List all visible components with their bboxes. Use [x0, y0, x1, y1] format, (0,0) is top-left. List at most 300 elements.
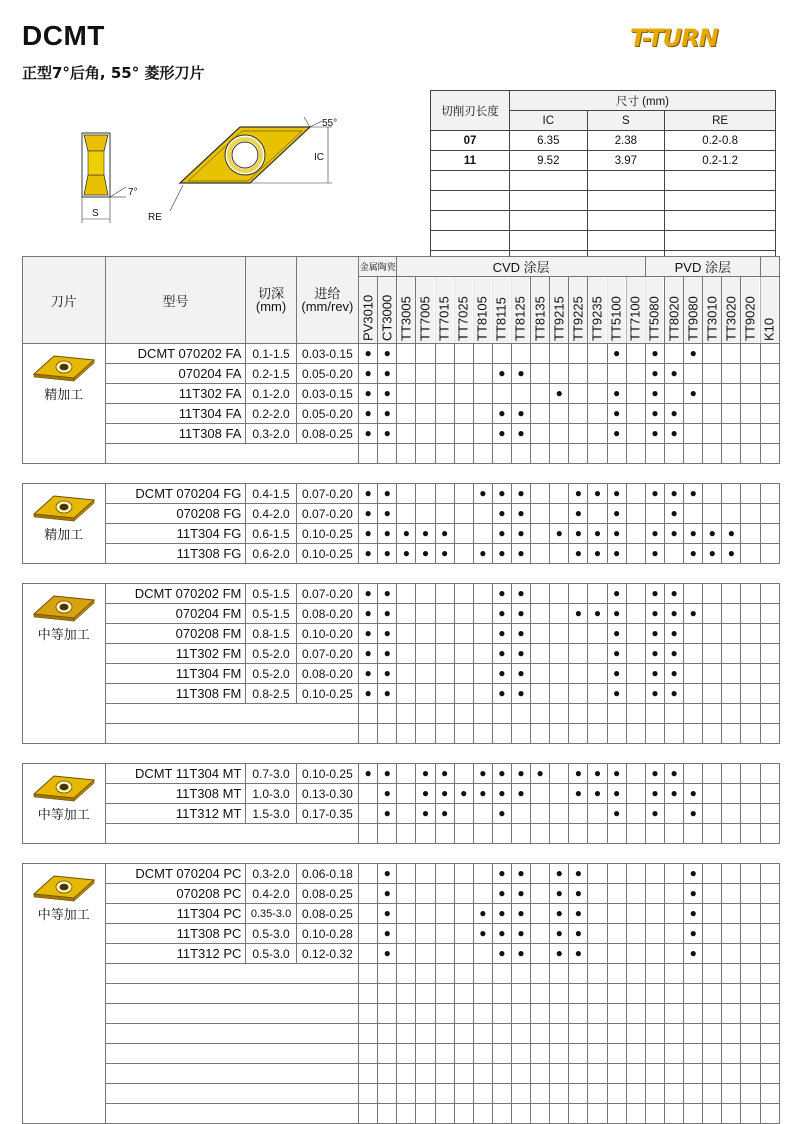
blank-cell [607, 1044, 626, 1064]
grade-empty-cell [435, 584, 454, 604]
insert-cell [23, 584, 106, 744]
blank-cell [378, 444, 397, 464]
grade-available-dot: ● [703, 524, 722, 544]
grade-empty-cell [550, 484, 569, 504]
grade-empty-cell [397, 484, 416, 504]
grade-available-dot: ● [684, 804, 703, 824]
blank-row [23, 984, 780, 1004]
grade-available-dot: ● [359, 544, 378, 564]
grade-available-dot: ● [473, 764, 492, 784]
grade-available-dot: ● [492, 484, 511, 504]
grade-empty-cell [626, 784, 645, 804]
blank-cell [359, 824, 378, 844]
feed-cell: 0.08-0.20 [296, 604, 358, 624]
dim-ic: 6.35 [510, 131, 588, 151]
grade-available-dot: ● [722, 544, 741, 564]
blank-cell [435, 984, 454, 1004]
grade-empty-cell [416, 364, 435, 384]
blank-cell [378, 824, 397, 844]
grade-available-dot: ● [435, 784, 454, 804]
grade-empty-cell [550, 604, 569, 624]
grade-empty-cell [435, 344, 454, 364]
grade-empty-cell [359, 924, 378, 944]
grade-available-dot: ● [588, 484, 607, 504]
grade-available-dot: ● [492, 544, 511, 564]
blank-cell [645, 1044, 664, 1064]
depth-cell: 0.3-2.0 [246, 864, 296, 884]
dim-empty-row [431, 171, 776, 191]
depth-cell: 0.4-1.5 [246, 484, 296, 504]
grade-empty-cell [531, 864, 550, 884]
blank-cell [626, 1024, 645, 1044]
grade-available-dot: ● [378, 344, 397, 364]
grade-available-dot: ● [511, 644, 530, 664]
grade-empty-cell [473, 804, 492, 824]
grade-available-dot: ● [645, 784, 664, 804]
grade-empty-cell [397, 864, 416, 884]
blank-cell [665, 724, 684, 744]
grade-empty-cell [722, 384, 741, 404]
grade-empty-cell [397, 884, 416, 904]
grade-empty-cell [473, 584, 492, 604]
grade-available-dot: ● [665, 684, 684, 704]
blank-cell [473, 704, 492, 724]
insert-usage-label: 中等加工 [37, 808, 90, 823]
grade-empty-cell [722, 664, 741, 684]
grade-empty-cell [607, 904, 626, 924]
grade-empty-cell [741, 544, 760, 564]
table-row [23, 364, 780, 384]
blank-cell [703, 724, 722, 744]
grade-empty-cell [531, 384, 550, 404]
grade-empty-cell [760, 764, 779, 784]
blank-cell [703, 964, 722, 984]
grade-empty-cell [626, 484, 645, 504]
model-cell: 11T304 FG [105, 524, 246, 544]
dim-re: 0.2-1.2 [665, 151, 776, 171]
grade-empty-cell [397, 344, 416, 364]
blank-cell [454, 1004, 473, 1024]
blank-cell [607, 724, 626, 744]
grade-empty-cell [645, 504, 664, 524]
grade-empty-cell [760, 404, 779, 424]
grade-empty-cell [722, 684, 741, 704]
grade-empty-cell [703, 884, 722, 904]
blank-cell [741, 724, 760, 744]
blank-cell [722, 1044, 741, 1064]
blank-cell [684, 1084, 703, 1104]
grade-empty-cell [435, 364, 454, 384]
grade-header: TT5100 [607, 277, 626, 344]
grade-available-dot: ● [511, 924, 530, 944]
grade-empty-cell [703, 484, 722, 504]
grade-empty-cell [359, 864, 378, 884]
grade-empty-cell [454, 804, 473, 824]
grade-empty-cell [511, 384, 530, 404]
grade-empty-cell [626, 584, 645, 604]
grade-empty-cell [588, 364, 607, 384]
grade-available-dot: ● [492, 884, 511, 904]
blank-cell [105, 824, 359, 844]
blank-cell [684, 444, 703, 464]
blank-row [23, 724, 780, 744]
table-row [23, 804, 780, 824]
grade-available-dot: ● [569, 864, 588, 884]
blank-cell [703, 1024, 722, 1044]
blank-cell [684, 704, 703, 724]
grade-available-dot: ● [703, 544, 722, 564]
grade-available-dot: ● [416, 764, 435, 784]
grade-empty-cell [722, 944, 741, 964]
grade-empty-cell [703, 644, 722, 664]
grade-available-dot: ● [473, 904, 492, 924]
grade-empty-cell [760, 544, 779, 564]
grade-empty-cell [665, 344, 684, 364]
grade-available-dot: ● [645, 384, 664, 404]
grade-empty-cell [359, 904, 378, 924]
dim-header-size: 切削刃长度 [431, 91, 510, 131]
blank-cell [665, 444, 684, 464]
spacer-cell [23, 844, 780, 864]
dim-header-re: RE [665, 111, 776, 131]
spacer-cell [23, 564, 780, 584]
grade-empty-cell [741, 664, 760, 684]
grade-empty-cell [531, 664, 550, 684]
grade-available-dot: ● [359, 584, 378, 604]
grade-empty-cell [760, 484, 779, 504]
blank-cell [397, 824, 416, 844]
grade-empty-cell [569, 684, 588, 704]
blank-cell [378, 724, 397, 744]
grade-available-dot: ● [416, 544, 435, 564]
table-row [23, 544, 780, 564]
blank-cell [741, 1104, 760, 1124]
grade-header: TT5080 [645, 277, 664, 344]
header-depth: 切深 (mm) [246, 257, 296, 344]
grade-available-dot: ● [492, 904, 511, 924]
blank-cell [473, 824, 492, 844]
feed-cell: 0.08-0.25 [296, 424, 358, 444]
grade-available-dot: ● [492, 764, 511, 784]
grade-available-dot: ● [645, 764, 664, 784]
feed-cell: 0.17-0.35 [296, 804, 358, 824]
grade-empty-cell [550, 764, 569, 784]
blank-cell [588, 1024, 607, 1044]
blank-cell [607, 964, 626, 984]
model-cell: 11T308 MT [105, 784, 246, 804]
grade-available-dot: ● [511, 404, 530, 424]
grade-available-dot: ● [359, 424, 378, 444]
blank-cell [531, 1004, 550, 1024]
feed-cell: 0.10-0.25 [296, 524, 358, 544]
grade-empty-cell [703, 344, 722, 364]
blank-cell [435, 824, 454, 844]
grade-empty-cell [665, 884, 684, 904]
blank-cell [378, 704, 397, 724]
blank-cell [684, 964, 703, 984]
grade-available-dot: ● [665, 504, 684, 524]
grade-empty-cell [722, 404, 741, 424]
blank-cell [569, 964, 588, 984]
model-cell: 11T308 PC [105, 924, 246, 944]
insert-drawing [70, 115, 360, 245]
grade-empty-cell [703, 924, 722, 944]
grade-empty-cell [397, 784, 416, 804]
grade-available-dot: ● [511, 624, 530, 644]
grade-header: CT3000 [378, 277, 397, 344]
grade-empty-cell [626, 644, 645, 664]
grade-available-dot: ● [607, 764, 626, 784]
grade-available-dot: ● [492, 864, 511, 884]
grade-available-dot: ● [492, 804, 511, 824]
grade-available-dot: ● [492, 684, 511, 704]
model-cell: DCMT 070204 PC [105, 864, 246, 884]
grade-available-dot: ● [569, 904, 588, 924]
grade-available-dot: ● [378, 684, 397, 704]
blank-cell [492, 984, 511, 1004]
blank-cell [473, 964, 492, 984]
grade-available-dot: ● [359, 504, 378, 524]
blank-cell [511, 1024, 530, 1044]
grade-header: TT7100 [626, 277, 645, 344]
blank-cell [531, 704, 550, 724]
grade-header: TT7025 [454, 277, 473, 344]
grade-available-dot: ● [684, 884, 703, 904]
grade-empty-cell [741, 864, 760, 884]
grade-empty-cell [760, 364, 779, 384]
blank-cell [359, 1024, 378, 1044]
grade-available-dot: ● [473, 784, 492, 804]
grade-empty-cell [473, 604, 492, 624]
grade-empty-cell [397, 604, 416, 624]
grade-empty-cell [473, 624, 492, 644]
grade-empty-cell [684, 644, 703, 664]
grade-empty-cell [473, 364, 492, 384]
header-k10-blank [760, 257, 779, 277]
blank-cell [511, 1104, 530, 1124]
insert-cell [23, 864, 106, 1124]
blank-cell [435, 724, 454, 744]
blank-cell [473, 1004, 492, 1024]
grade-available-dot: ● [645, 344, 664, 364]
blank-cell [569, 704, 588, 724]
grade-empty-cell [569, 404, 588, 424]
grade-available-dot: ● [492, 944, 511, 964]
blank-cell [645, 984, 664, 1004]
blank-row [23, 1064, 780, 1084]
blank-cell [569, 984, 588, 1004]
depth-cell: 0.2-1.5 [246, 364, 296, 384]
grade-empty-cell [741, 944, 760, 964]
grade-empty-cell [416, 864, 435, 884]
grade-header: K10 [760, 277, 779, 344]
grade-available-dot: ● [569, 884, 588, 904]
grade-available-dot: ● [550, 864, 569, 884]
blank-cell [645, 724, 664, 744]
grade-empty-cell [626, 624, 645, 644]
grade-available-dot: ● [359, 344, 378, 364]
grade-empty-cell [626, 924, 645, 944]
grade-available-dot: ● [607, 804, 626, 824]
depth-cell: 0.5-3.0 [246, 924, 296, 944]
grade-empty-cell [416, 424, 435, 444]
blank-cell [492, 1104, 511, 1124]
grade-available-dot: ● [378, 484, 397, 504]
grade-empty-cell [435, 644, 454, 664]
blank-cell [416, 724, 435, 744]
blank-cell [473, 444, 492, 464]
grade-available-dot: ● [492, 584, 511, 604]
grade-available-dot: ● [511, 904, 530, 924]
grade-empty-cell [645, 924, 664, 944]
grade-empty-cell [397, 364, 416, 384]
grade-available-dot: ● [550, 384, 569, 404]
grade-empty-cell [645, 864, 664, 884]
grade-empty-cell [454, 424, 473, 444]
blank-cell [626, 964, 645, 984]
grade-empty-cell [569, 624, 588, 644]
grade-empty-cell [454, 684, 473, 704]
grade-empty-cell [531, 924, 550, 944]
grade-empty-cell [665, 804, 684, 824]
blank-cell [473, 1084, 492, 1104]
grade-available-dot: ● [665, 764, 684, 784]
grade-empty-cell [359, 784, 378, 804]
grade-available-dot: ● [684, 484, 703, 504]
blank-cell [105, 724, 359, 744]
insert-cell [23, 484, 106, 564]
grade-available-dot: ● [378, 584, 397, 604]
blank-cell [569, 724, 588, 744]
depth-cell: 0.8-1.5 [246, 624, 296, 644]
grade-empty-cell [550, 784, 569, 804]
grade-available-dot: ● [359, 384, 378, 404]
depth-cell: 0.35-3.0 [246, 904, 296, 924]
blank-cell [454, 824, 473, 844]
grade-empty-cell [741, 624, 760, 644]
grade-empty-cell [703, 404, 722, 424]
blank-cell [550, 724, 569, 744]
blank-cell [607, 1084, 626, 1104]
grade-empty-cell [722, 584, 741, 604]
blank-cell [588, 984, 607, 1004]
model-cell: 070208 FM [105, 624, 246, 644]
grade-available-dot: ● [511, 484, 530, 504]
blank-cell [626, 1084, 645, 1104]
grade-empty-cell [416, 944, 435, 964]
blank-cell [550, 1084, 569, 1104]
blank-cell [626, 1004, 645, 1024]
grade-available-dot: ● [511, 364, 530, 384]
blank-cell [105, 964, 359, 984]
grade-available-dot: ● [492, 504, 511, 524]
grade-empty-cell [703, 624, 722, 644]
grade-available-dot: ● [607, 524, 626, 544]
grade-empty-cell [531, 584, 550, 604]
grade-empty-cell [760, 584, 779, 604]
model-cell: 070204 FA [105, 364, 246, 384]
feed-cell: 0.10-0.25 [296, 764, 358, 784]
grade-available-dot: ● [492, 604, 511, 624]
grade-available-dot: ● [378, 544, 397, 564]
grade-available-dot: ● [492, 404, 511, 424]
grade-empty-cell [416, 504, 435, 524]
label-side-angle: 7° [128, 187, 138, 198]
blank-cell [703, 824, 722, 844]
blank-cell [722, 444, 741, 464]
blank-cell [722, 724, 741, 744]
grade-empty-cell [684, 504, 703, 524]
blank-cell [416, 1004, 435, 1024]
depth-cell: 0.7-3.0 [246, 764, 296, 784]
grade-empty-cell [397, 504, 416, 524]
grade-available-dot: ● [492, 624, 511, 644]
grade-empty-cell [588, 684, 607, 704]
grade-empty-cell [741, 504, 760, 524]
grade-empty-cell [473, 384, 492, 404]
grade-empty-cell [722, 924, 741, 944]
grade-empty-cell [531, 424, 550, 444]
grade-available-dot: ● [645, 404, 664, 424]
grade-empty-cell [531, 544, 550, 564]
blank-cell [684, 824, 703, 844]
table-row [23, 684, 780, 704]
grade-empty-cell [741, 384, 760, 404]
feed-cell: 0.10-0.25 [296, 544, 358, 564]
grade-empty-cell [703, 864, 722, 884]
blank-cell [105, 1064, 359, 1084]
grade-available-dot: ● [665, 624, 684, 644]
grade-empty-cell [741, 584, 760, 604]
blank-cell [359, 1004, 378, 1024]
grade-empty-cell [454, 504, 473, 524]
grade-empty-cell [416, 924, 435, 944]
blank-cell [760, 824, 779, 844]
blank-cell [492, 1024, 511, 1044]
blank-cell [722, 1004, 741, 1024]
grade-available-dot: ● [665, 404, 684, 424]
blank-cell [722, 964, 741, 984]
feed-cell: 0.07-0.20 [296, 644, 358, 664]
grade-available-dot: ● [492, 364, 511, 384]
blank-cell [397, 1044, 416, 1064]
grade-empty-cell [626, 764, 645, 784]
model-cell: 11T302 FA [105, 384, 246, 404]
grade-empty-cell [473, 864, 492, 884]
grade-empty-cell [760, 384, 779, 404]
grade-empty-cell [550, 624, 569, 644]
grade-available-dot: ● [550, 944, 569, 964]
grade-empty-cell [626, 384, 645, 404]
blank-cell [722, 1064, 741, 1084]
grade-empty-cell [703, 384, 722, 404]
blank-cell [378, 1104, 397, 1124]
grade-empty-cell [626, 524, 645, 544]
feed-cell: 0.03-0.15 [296, 344, 358, 364]
grade-available-dot: ● [378, 364, 397, 384]
grade-empty-cell [435, 664, 454, 684]
grade-available-dot: ● [492, 784, 511, 804]
grade-empty-cell [397, 584, 416, 604]
blank-row [23, 964, 780, 984]
dim-ic: 9.52 [510, 151, 588, 171]
side-view [82, 133, 138, 223]
blank-cell [665, 1064, 684, 1084]
blank-cell [511, 1064, 530, 1084]
feed-cell: 0.10-0.28 [296, 924, 358, 944]
blank-cell [626, 984, 645, 1004]
blank-cell [550, 964, 569, 984]
